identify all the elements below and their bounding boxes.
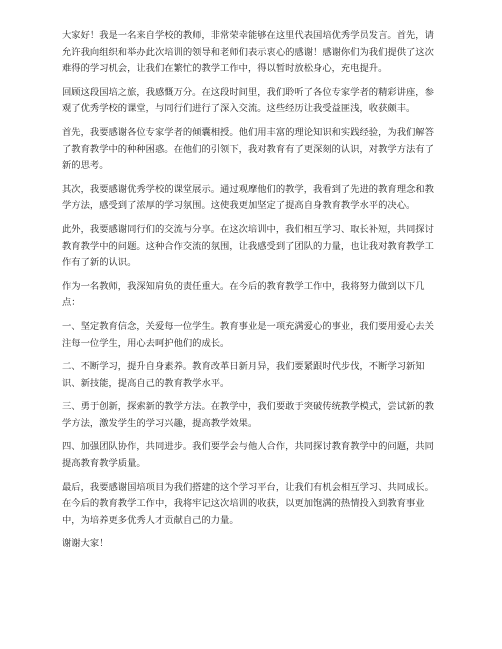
paragraph-thanks-schools: 其次，我要感谢优秀学校的课堂展示。通过观摩他们的教学，我看到了先进的教育理念和教学方法，感受到了浓厚的学习氛围。这使我更加坚定了提高自身教育教学水平的决心。 [62, 183, 434, 212]
paragraph-opening: 大家好！我是一名来自学校的教师，非常荣幸能够在这里代表国培优秀学员发言。首先，请允许我向组织和举办此次培训的领导和老师们表示衷心的感谢！感谢你们为我们提供了这次难得的学习机会，让我们在繁忙的教学工作中，得以暂时放松身心，充电提升。 [62, 30, 434, 75]
paragraph-thanks-experts: 首先，我要感谢各位专家学者的倾囊相授。他们用丰富的理论知识和实践经验，为我们解答了教育教学中的种种困惑。在他们的引领下，我对教育有了更深刻的认识，对教学方法有了新的思考。 [62, 126, 434, 172]
paragraph-responsibility: 作为一名教师，我深知肩负的责任重大。在今后的教育教学工作中，我将努力做到以下几点： [62, 280, 425, 309]
paragraph-review: 回顾这段国培之旅，我感慨万分。在这段时间里，我们聆听了各位专家学者的精彩讲座，参观了优秀学校的课堂，与同行们进行了深入交流。这些经历让我受益匪浅，收获颇丰。 [62, 86, 434, 115]
speech-document [62, 28, 442, 560]
paragraph-point-one: 一、坚定教育信念，关爱每一位学生。教育事业是一项充满爱心的事业，我们要用爱心去关注每一位学生，用心去呵护他们的成长。 [62, 320, 434, 349]
paragraph-closing: 最后，我要感谢国培项目为我们搭建的这个学习平台，让我们有机会相互学习、共同成长。在今后的教育教学工作中，我将牢记这次培训的收获，以更加饱满的热情投入到教育事业中，为培养更多优秀人才贡献自己的力量。 [62, 481, 434, 526]
paragraph-thanks-peers: 此外，我要感谢同行们的交流与分享。在这次培训中，我们相互学习、取长补短，共同探讨教育教学中的问题。这种合作交流的氛围，让我感受到了团队的力量，也让我对教育教学工作有了新的认识。 [62, 223, 434, 269]
paragraph-point-four: 四、加强团队协作，共同进步。我们要学会与他人合作，共同探讨教育教学中的问题，共同提高教育教学质量。 [62, 441, 434, 470]
paragraph-point-two: 二、不断学习，提升自身素养。教育改革日新月异，我们要紧跟时代步伐，不断学习新知识、新技能，提高自己的教育教学水平。 [62, 361, 425, 389]
paragraph-thank-you: 谢谢大家！ [62, 538, 109, 550]
paragraph-point-three: 三、勇于创新，探索新的教学方法。在教学中，我们要敢于突破传统教学模式，尝试新的教学方法，激发学生的学习兴趣，提高教学效果。 [62, 401, 434, 429]
